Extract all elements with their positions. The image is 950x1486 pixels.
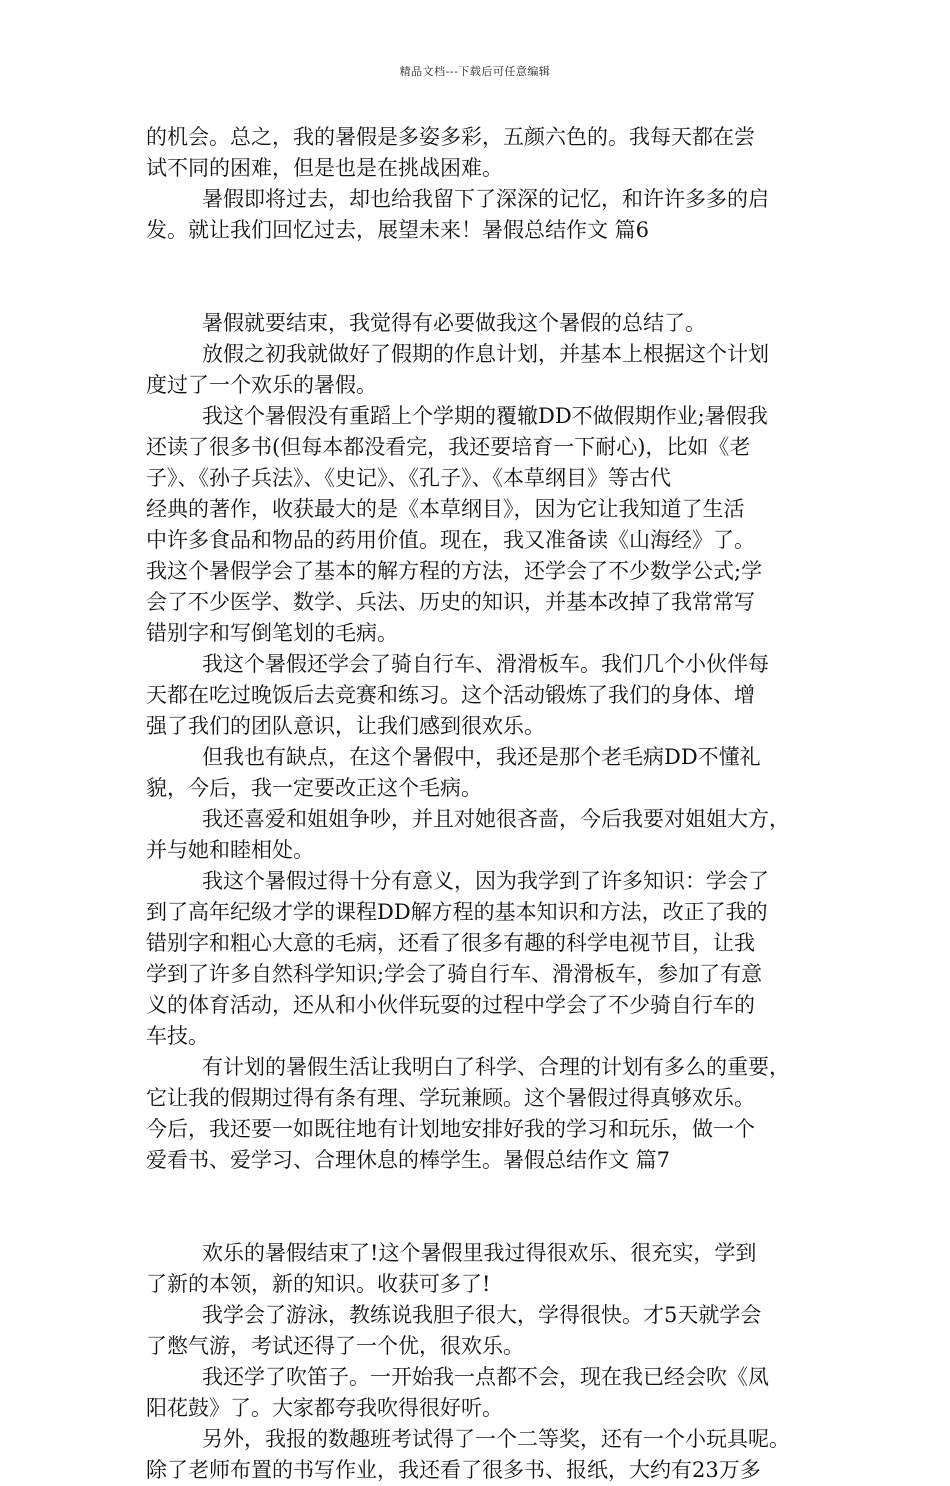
text-line: 了新的本领，新的知识。收获可多了! xyxy=(146,1272,491,1296)
paragraph-first-line: 我这个暑假没有重蹈上个学期的覆辙DD不做假期作业;暑假我 xyxy=(202,404,768,428)
text-line: 它让我的假期过得有条有理、学玩兼顾。这个暑假过得真够欢乐。 xyxy=(146,1086,755,1110)
text-line: 到了高年纪级才学的课程DD解方程的基本知识和方法，改正了我的 xyxy=(146,900,768,924)
text-line: 今后，我还要一如既往地有计划地安排好我的学习和玩乐，做一个 xyxy=(146,1117,755,1141)
paragraph-first-line: 我学会了游泳，教练说我胆子很大，学得很快。才5天就学会 xyxy=(202,1303,762,1327)
paragraph-first-line: 有计划的暑假生活让我明白了科学、合理的计划有多么的重要， xyxy=(202,1055,790,1079)
paragraph-first-line: 我还喜爱和姐姐争吵，并且对她很吝啬，今后我要对姐姐大方， xyxy=(202,807,790,831)
text-line: 阳花鼓》了。大家都夸我吹得很好听。 xyxy=(146,1396,503,1420)
text-line: 错别字和粗心大意的毛病，还看了很多有趣的科学电视节目，让我 xyxy=(146,931,755,955)
blank-line xyxy=(146,277,818,308)
text-line: 的机会。总之，我的暑假是多姿多彩，五颜六色的。我每天都在尝 xyxy=(146,125,755,149)
blank-line xyxy=(146,1176,818,1207)
text-line: 并与她和睦相处。 xyxy=(146,838,314,862)
text-line: 貌，今后，我一定要改正这个毛病。 xyxy=(146,776,482,800)
blank-line xyxy=(146,1207,818,1238)
text-line: 错别字和写倒笔划的毛病。 xyxy=(146,621,398,645)
text-line: 了憋气游，考试还得了一个优，很欢乐。 xyxy=(146,1334,524,1358)
text-line: 天都在吃过晚饭后去竞赛和练习。这个活动锻炼了我们的身体、增 xyxy=(146,683,755,707)
paragraph-first-line: 但我也有缺点，在这个暑假中，我还是那个老毛病DD不懂礼 xyxy=(202,745,761,769)
text-line: 中许多食品和物品的药用价值。现在，我又准备读《山海经》了。 xyxy=(146,528,755,552)
paragraph-first-line: 我这个暑假还学会了骑自行车、滑滑板车。我们几个小伙伴每 xyxy=(202,652,769,676)
text-line: 义的体育活动，还从和小伙伴玩耍的过程中学会了不少骑自行车的 xyxy=(146,993,755,1017)
text-line: 强了我们的团队意识，让我们感到很欢乐。 xyxy=(146,714,545,738)
text-line: 经典的著作，收获最大的是《本草纲目》，因为它让我知道了生活 xyxy=(146,497,745,521)
text-line: 子》、《孙子兵法》、《史记》、《孔子》、《本草纲目》等古代 xyxy=(146,466,671,490)
text-line: 试不同的困难，但是也是在挑战困难。 xyxy=(146,156,503,180)
page-header: 精品文档---下载后可任意编辑 xyxy=(399,65,551,78)
paragraph-first-line: 我这个暑假过得十分有意义，因为我学到了许多知识：学会了 xyxy=(202,869,769,893)
paragraph-first-line: 暑假就要结束，我觉得有必要做我这个暑假的总结了。 xyxy=(202,311,706,335)
blank-line xyxy=(146,246,818,277)
paragraph-first-line: 暑假即将过去，却也给我留下了深深的记忆，和许许多多的启 xyxy=(202,187,769,211)
text-line: 除了老师布置的书写作业，我还看了很多书、报纸，大约有23万多 xyxy=(146,1458,761,1482)
paragraph-first-line: 欢乐的暑假结束了!这个暑假里我过得很欢乐、很充实，学到 xyxy=(202,1241,757,1265)
text-line: 我这个暑假学会了基本的解方程的方法，还学会了不少数学公式;学 xyxy=(146,559,763,583)
document-body xyxy=(146,122,818,1486)
text-line: 车技。 xyxy=(146,1024,209,1048)
paragraph-first-line: 我还学了吹笛子。一开始我一点都不会，现在我已经会吹《凤 xyxy=(202,1365,769,1389)
text-line: 爱看书、爱学习、合理休息的棒学生。暑假总结作文 篇7 xyxy=(146,1148,671,1172)
paragraph-first-line: 放假之初我就做好了假期的作息计划，并基本上根据这个计划 xyxy=(202,342,769,366)
text-line: 会了不少医学、数学、兵法、历史的知识，并基本改掉了我常常写 xyxy=(146,590,755,614)
text-line: 学到了许多自然科学知识;学会了骑自行车、滑滑板车，参加了有意 xyxy=(146,962,763,986)
text-line: 还读了很多书(但每本都没看完，我还要培育一下耐心)，比如《老 xyxy=(146,435,751,459)
text-line: 发。就让我们回忆过去，展望未来！暑假总结作文 篇6 xyxy=(146,218,650,242)
text-line: 度过了一个欢乐的暑假。 xyxy=(146,373,377,397)
paragraph-first-line: 另外，我报的数趣班考试得了一个二等奖，还有一个小玩具呢。 xyxy=(202,1427,790,1451)
